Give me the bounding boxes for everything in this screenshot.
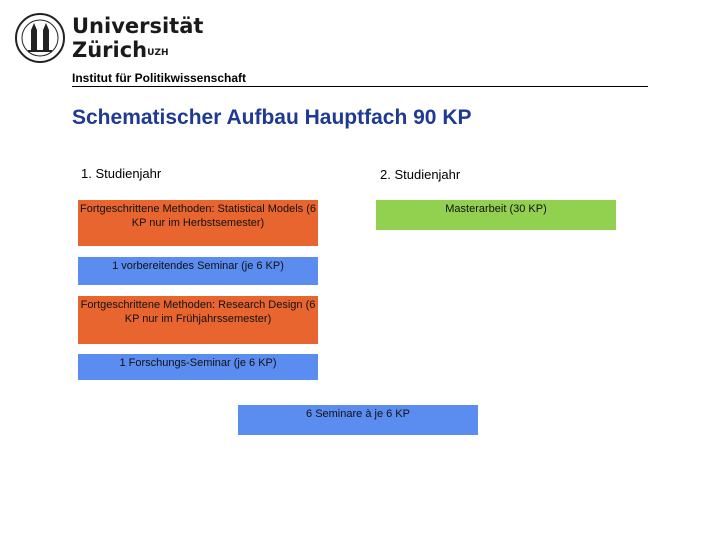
institute-name: Institut für Politikwissenschaft (72, 71, 247, 85)
column-label-year1: 1. Studienjahr (81, 166, 162, 181)
university-logo-text (72, 14, 203, 62)
box-methods-research-design: Fortgeschrittene Methoden: Research Design (6 KP nur im Frühjahrssemester) (78, 296, 318, 344)
box-preparatory-seminar: 1 vorbereitendes Seminar (je 6 KP) (78, 257, 318, 285)
header-divider (72, 86, 648, 87)
logo-superscript: UZH (147, 48, 169, 58)
column-label-year2: 2. Studienjahr (380, 167, 461, 182)
box-six-seminars: 6 Seminare à je 6 KP (238, 405, 478, 435)
page-title: Schematischer Aufbau Hauptfach 90 KP (72, 106, 472, 129)
box-methods-statistical-models: Fortgeschrittene Methoden: Statistical Models (6 KP nur im Herbstsemester) (78, 200, 318, 246)
logo-line-1: Universität (72, 14, 204, 38)
logo-line-2: Zürich$^{UZH}$ (72, 38, 169, 62)
box-masterarbeit: Masterarbeit (30 KP) (376, 200, 616, 230)
box-research-seminar: 1 Forschungs-Seminar (je 6 KP) (78, 354, 318, 380)
university-seal-icon (14, 12, 66, 64)
